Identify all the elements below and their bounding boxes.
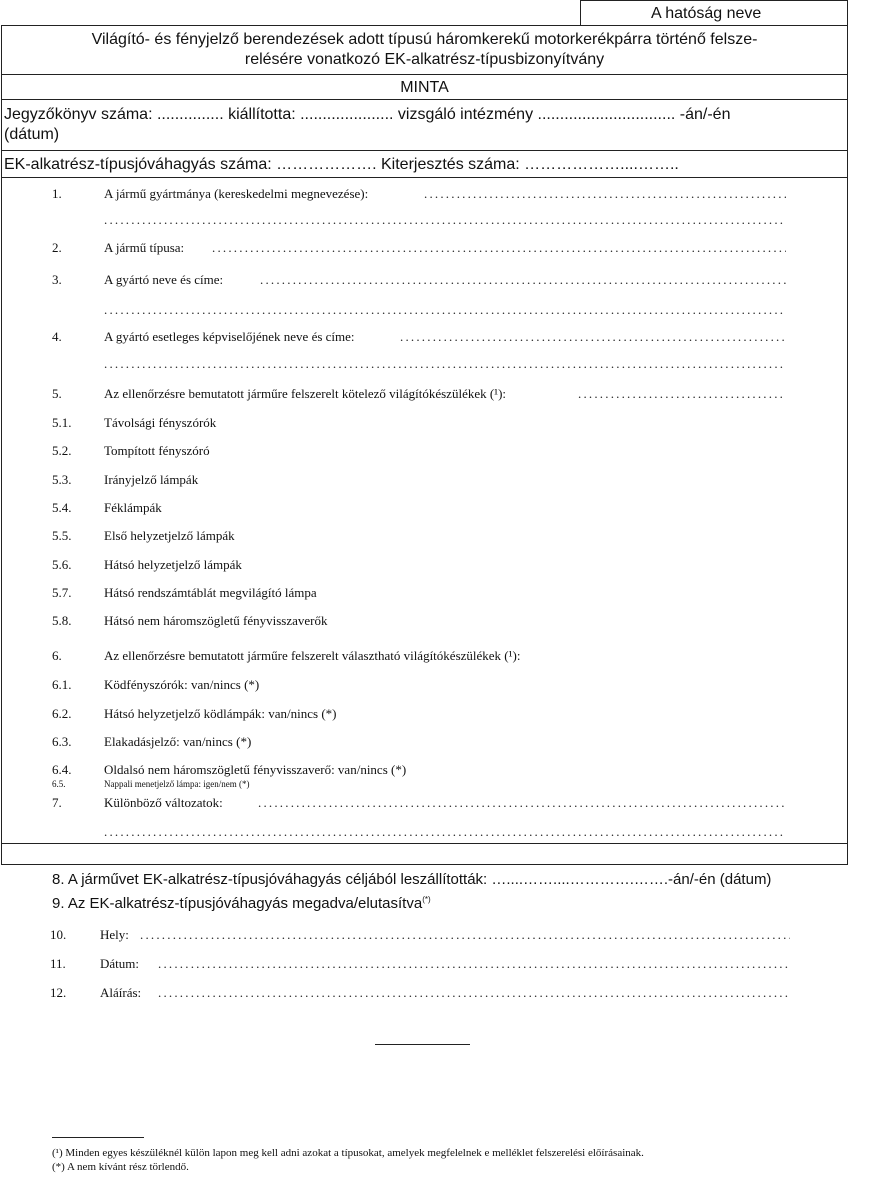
item-number: 3. [52, 272, 62, 287]
empty-row [1, 843, 848, 865]
fill-line [424, 186, 786, 202]
item-label: Hátsó helyzetjelző lámpák [104, 557, 242, 572]
item-number: 10. [50, 927, 67, 942]
item-number: 1. [52, 186, 62, 201]
fill-line [212, 240, 786, 256]
fill-line [104, 212, 786, 228]
item-label: Különböző változatok: [104, 795, 223, 810]
approval-number-line: EK-alkatrész-típusjóváhagyás száma: ………………. Kiterjesztés száma: ………………....…….. [4, 156, 679, 173]
sample-label: MINTA [400, 79, 449, 96]
item-label: A jármű típusa: [104, 240, 185, 255]
fill-line [260, 272, 786, 288]
approval-status-text: 9. Az EK-alkatrész-típusjóváhagyás megadva/elutasítva [52, 895, 423, 912]
item-label: Oldalsó nem háromszögletű fényvisszaverő: van/nincs (*) [104, 762, 407, 777]
item-label: Irányjelző lámpák [104, 472, 199, 487]
asterisk-mark: (*) [422, 895, 431, 904]
report-line-2: (dátum) [4, 126, 60, 143]
item-number: 5.5. [52, 528, 72, 543]
item-label: Ködfényszórók: van/nincs (*) [104, 677, 260, 692]
footnote-2: (*) A nem kívánt rész törlendő. [52, 1161, 189, 1173]
authority-name: A hatóság neve [651, 5, 762, 22]
fill-line [104, 302, 786, 318]
item-label: A gyártó esetleges képviselőjének neve és címe: [104, 329, 355, 344]
item-number: 5.4. [52, 500, 72, 515]
sample-cell [1, 74, 848, 100]
signature-divider [375, 1044, 470, 1045]
item-label: Elakadásjelző: van/nincs (*) [104, 734, 252, 749]
approval-status-line [52, 890, 431, 914]
title-cell [1, 25, 848, 75]
item-number: 11. [50, 956, 66, 971]
fill-line [578, 386, 786, 402]
item-label: Aláírás: [100, 985, 142, 1000]
approval-cell [1, 150, 848, 178]
delivery-line: 8. A járművet EK-alkatrész-típusjóváhagyás céljából leszállították: …....……....………….…….-án/-én (dátum) [52, 871, 772, 888]
item-label: Féklámpák [104, 500, 162, 515]
item-label: Nappali menetjelző lámpa: igen/nem (*) [104, 779, 250, 789]
report-line-1: Jegyzőkönyv száma: ............... kiállította: ..................... vizsgáló intézmény ............................... -án/-én [4, 106, 731, 123]
report-cell [1, 99, 848, 151]
certificate-title-line2: relésére vonatkozó EK-alkatrész-típusbizonyítvány [244, 51, 605, 68]
item-label: Hátsó helyzetjelző ködlámpák: van/nincs (*) [104, 706, 337, 721]
footnote-1: (¹) Minden egyes készüléknél külön lapon meg kell adni azokat a típusokat, amelyek megfelelnek e melléklet felszerelési előírásainak. [52, 1147, 644, 1159]
item-number: 6.2. [52, 706, 72, 721]
item-label: Hátsó nem háromszögletű fényvisszaverők [104, 613, 328, 628]
item-number: 6.4. [52, 762, 72, 777]
item-number: 12. [50, 985, 67, 1000]
fill-line [104, 824, 786, 840]
item-number: 5.3. [52, 472, 72, 487]
fill-line [140, 927, 790, 943]
item-number: 4. [52, 329, 62, 344]
fill-line [158, 956, 790, 972]
authority-name-cell [580, 0, 848, 26]
fill-line [258, 795, 786, 811]
item-number: 6.5. [52, 779, 66, 789]
item-number: 5.6. [52, 557, 72, 572]
item-label: A gyártó neve és címe: [104, 272, 224, 287]
item-number: 6.3. [52, 734, 72, 749]
item-label: Dátum: [100, 956, 139, 971]
item-number: 7. [52, 795, 62, 810]
item-number: 6.1. [52, 677, 72, 692]
fill-line [400, 329, 786, 345]
item-label: Tompított fényszóró [104, 443, 210, 458]
fill-line [158, 985, 790, 1001]
item-label: Hely: [100, 927, 129, 942]
fill-line [104, 356, 786, 372]
item-label: A jármű gyártmánya (kereskedelmi megnevezése): [104, 186, 369, 201]
item-label: Az ellenőrzésre bemutatott járműre felszerelt választható világítókészülékek (¹): [104, 648, 521, 663]
item-number: 5. [52, 386, 62, 401]
item-number: 5.8. [52, 613, 72, 628]
item-label: Az ellenőrzésre bemutatott járműre felszerelt kötelező világítókészülékek (¹): [104, 386, 507, 401]
item-number: 5.1. [52, 415, 72, 430]
footnote-divider [52, 1137, 144, 1138]
item-number: 5.2. [52, 443, 72, 458]
item-number: 6. [52, 648, 62, 663]
certificate-title-line1: Világító- és fényjelző berendezések adott típusú háromkerekű motorkerékpárra történő felsze- [91, 31, 758, 48]
item-label: Távolsági fényszórók [104, 415, 217, 430]
item-number: 2. [52, 240, 62, 255]
item-label: Első helyzetjelző lámpák [104, 528, 235, 543]
item-number: 5.7. [52, 585, 72, 600]
item-label: Hátsó rendszámtáblát megvilágító lámpa [104, 585, 317, 600]
